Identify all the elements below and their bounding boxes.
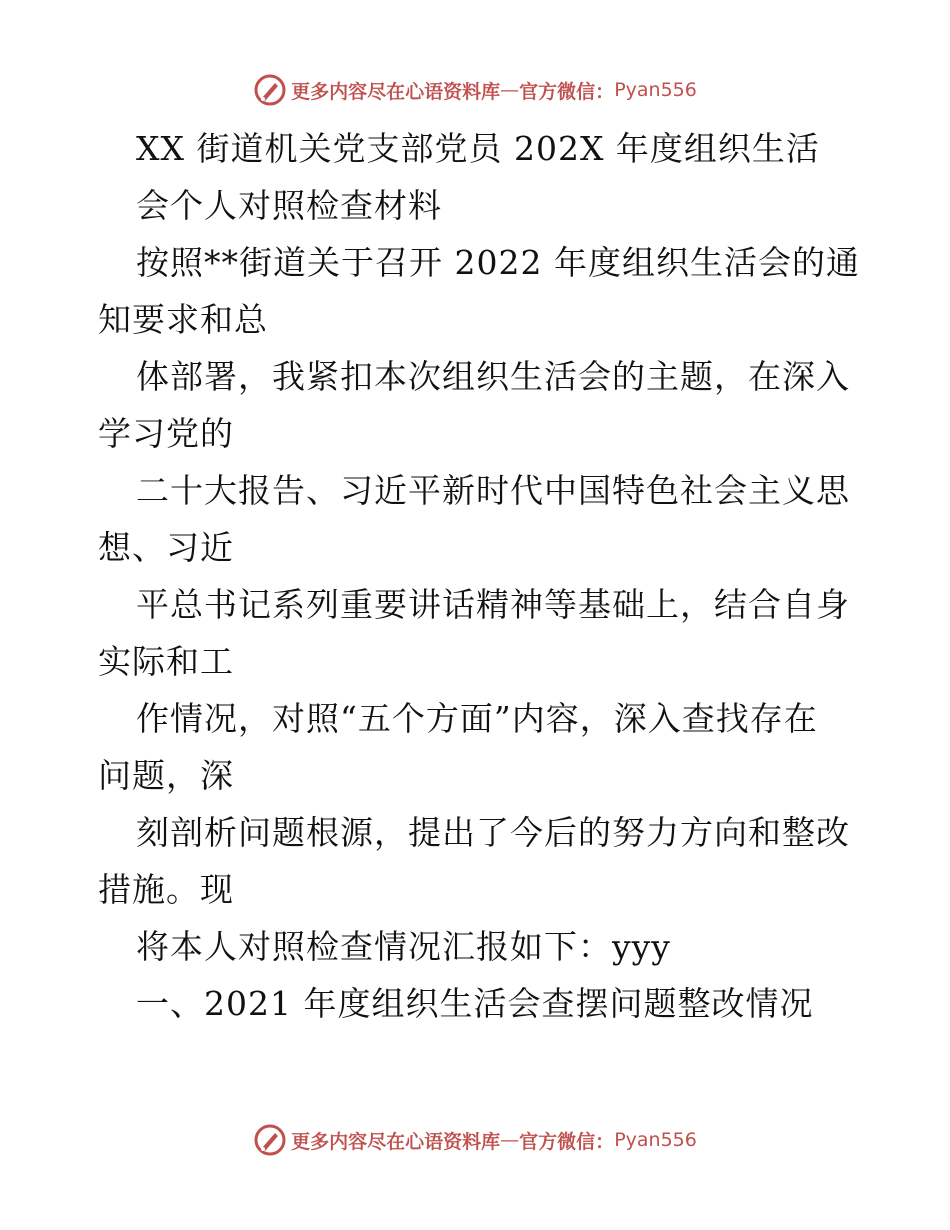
text-line: 一、2021 年度组织生活会查摆问题整改情况 — [136, 984, 814, 1023]
watermark-wechat-label: 官方微信： — [519, 1130, 615, 1153]
text-line: 会个人对照检查材料 — [136, 186, 442, 225]
watermark-text: 更多内容尽在心语资料库 — [291, 80, 501, 103]
watermark-top — [0, 70, 950, 110]
text-line: 措施。现 — [98, 870, 234, 909]
document-body — [98, 120, 858, 1032]
text-line: 想、习近 — [98, 528, 234, 567]
text-line: 体部署，我紧扣本次组织生活会的主题，在深入 — [136, 357, 850, 396]
text-line: 学习党的 — [98, 414, 234, 453]
text-line: 刻剖析问题根源，提出了今后的努力方向和整改 — [136, 813, 850, 852]
watermark-bottom — [0, 1120, 950, 1160]
watermark-wechat-id: Pyan556 — [614, 1129, 697, 1151]
text-line: 将本人对照检查情况汇报如下：yyy — [136, 927, 671, 966]
text-line: XX 街道机关党支部党员 202X 年度组织生活 — [136, 129, 820, 168]
watermark-text: 更多内容尽在心语资料库 — [291, 1130, 501, 1153]
pen-circle-logo-icon — [253, 73, 287, 107]
watermark-wechat-label: 官方微信： — [519, 80, 615, 103]
text-line: 问题，深 — [98, 756, 234, 795]
watermark-wechat-id: Pyan556 — [614, 79, 697, 101]
text-line: 二十大报告、习近平新时代中国特色社会主义思 — [136, 471, 850, 510]
text-line: 作情况，对照“五个方面”内容，深入查找存在 — [136, 699, 818, 738]
text-line: 平总书记系列重要讲话精神等基础上，结合自身 — [136, 585, 850, 624]
watermark-dash: — — [500, 1129, 520, 1151]
text-line: 实际和工 — [98, 642, 234, 681]
watermark-dash: — — [500, 79, 520, 101]
pen-circle-logo-icon — [253, 1123, 287, 1157]
text-line: 按照**街道关于召开 2022 年度组织生活会的通 — [136, 243, 860, 282]
text-line: 知要求和总 — [98, 300, 268, 339]
